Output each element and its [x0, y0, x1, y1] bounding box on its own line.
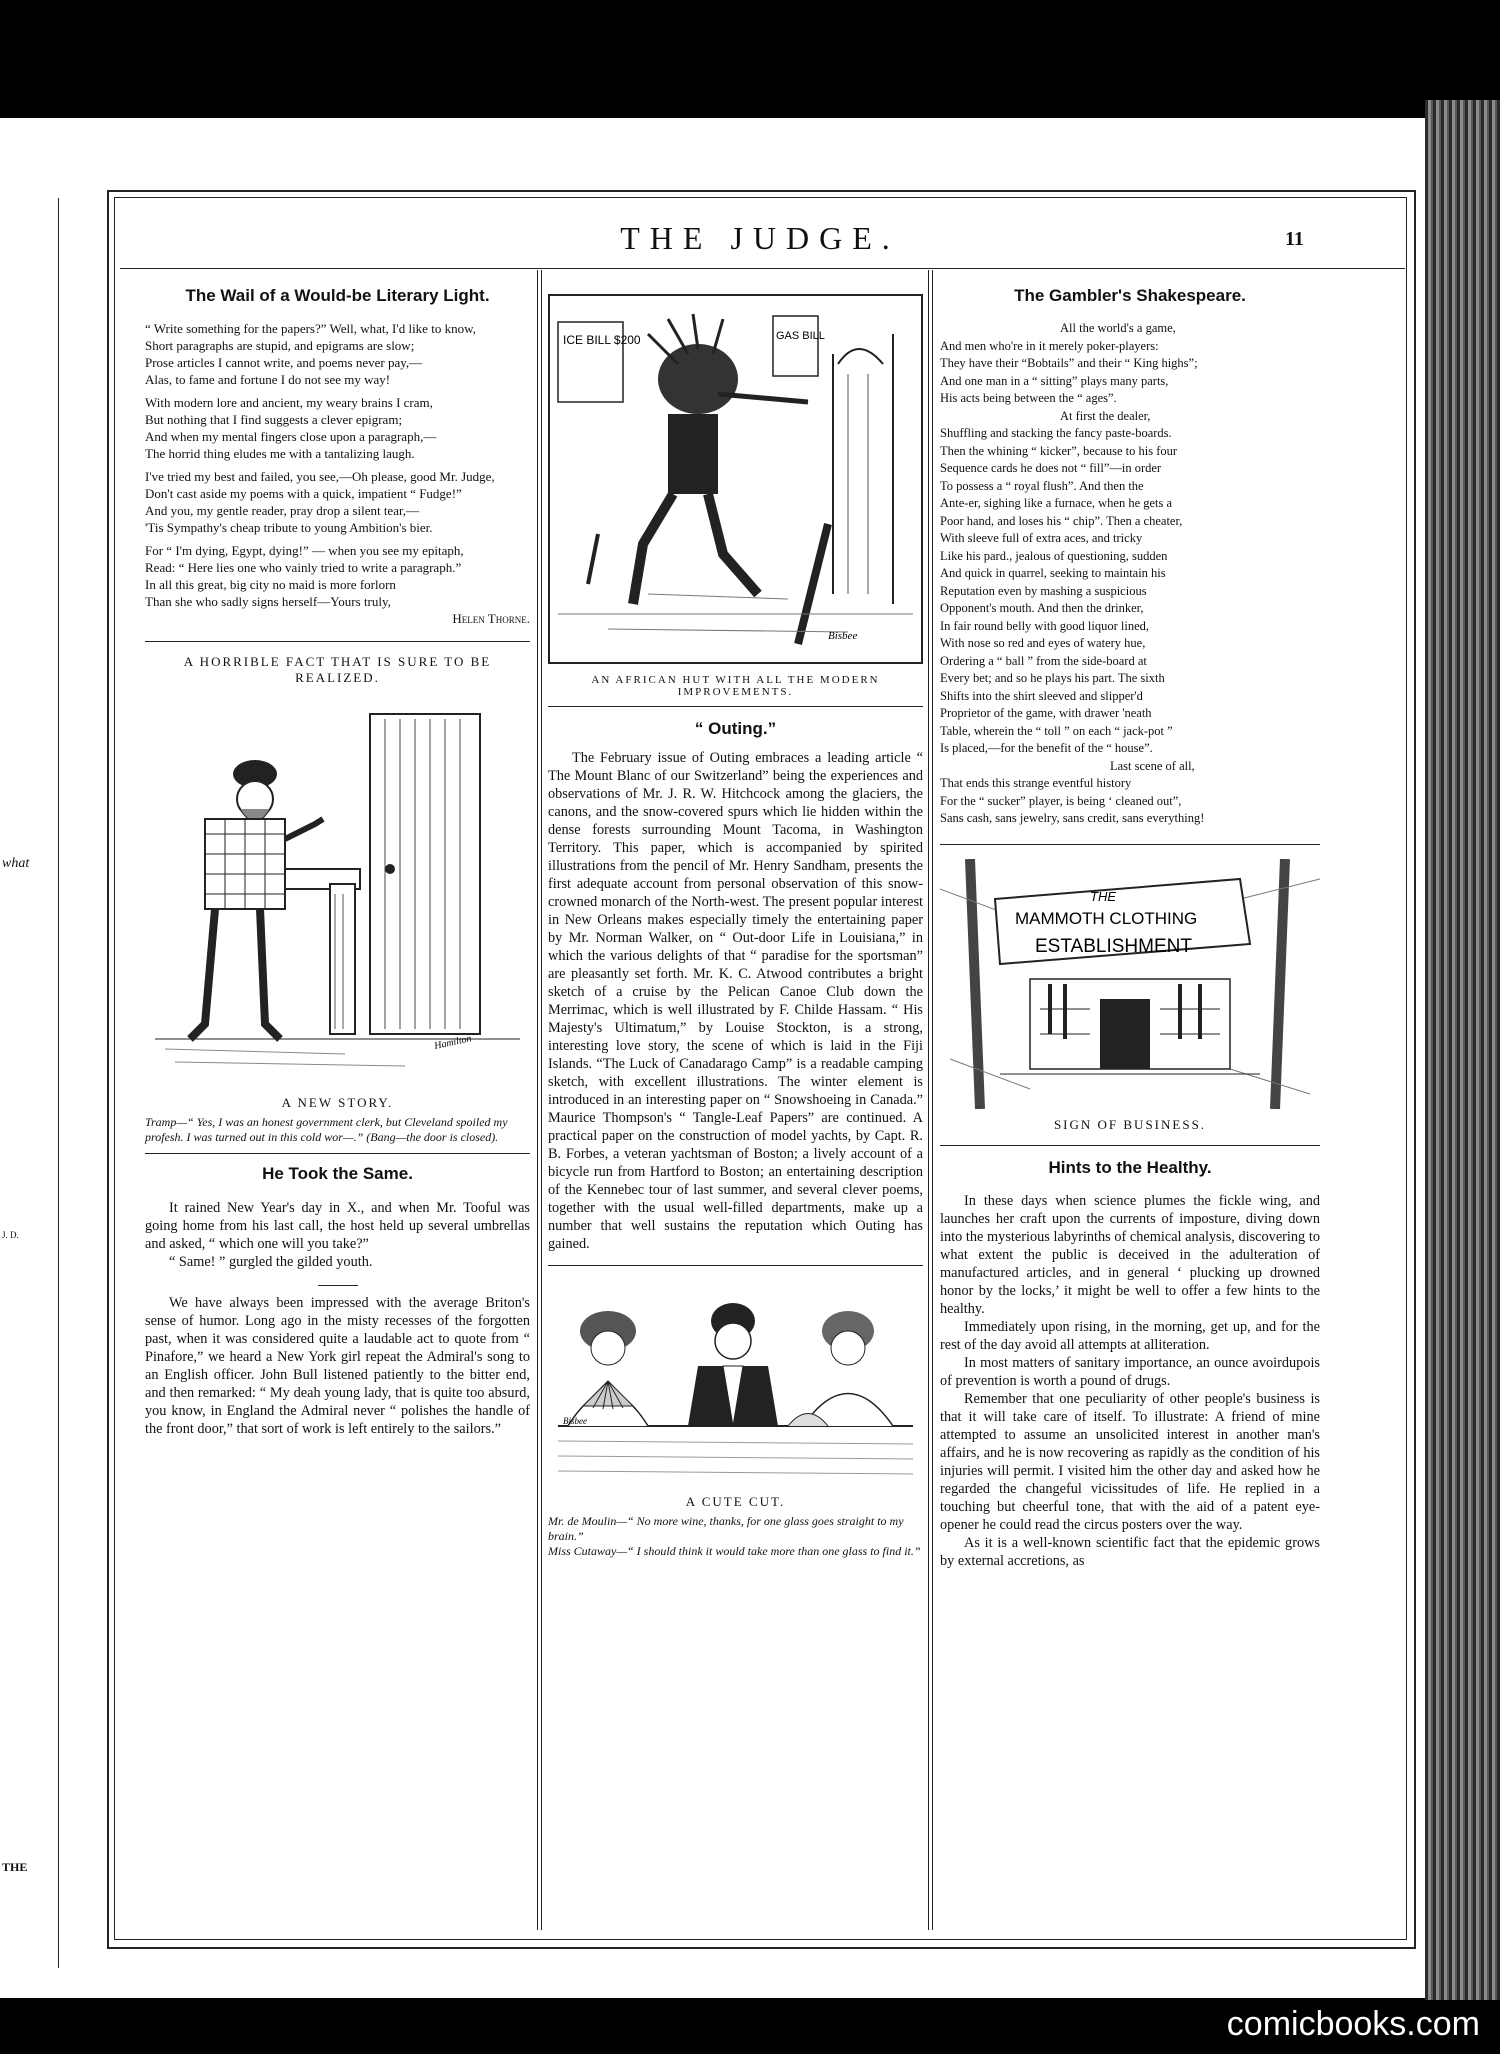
- poem-line: Proprietor of the game, with drawer 'neath: [940, 706, 1152, 721]
- poem-line: With sleeve full of extra aces, and tricky: [940, 531, 1143, 546]
- left-page-fragment: what: [2, 856, 30, 871]
- poem-line: Short paragraphs are stupid, and epigrams are slow;: [145, 338, 415, 354]
- page-number: 11: [1285, 228, 1304, 250]
- hints-paragraph: In these days when science plumes the fickle wing, and launches her craft upon the currents of imposture, diving down into the mysterious labyrinths of chemical analysis, discovering to what extent the public is deceived in the adulteration of manufactured articles, and in general ‘ plucking up drowned honor by the locks,’ it might be well to offer a few hints to the healthy.: [940, 1193, 1320, 1318]
- poem-line: They have their “Bobtails” and their “ King highs”;: [940, 356, 1198, 371]
- column-rule: [928, 270, 933, 1930]
- column-rule: [537, 270, 542, 1930]
- took-same-text-2: “ Same! ” gurgled the gilded youth.: [169, 1253, 373, 1270]
- left-page-strip: [0, 118, 98, 1998]
- sign-line-3: ESTABLISHMENT: [1035, 935, 1192, 957]
- poem-line: That ends this strange eventful history: [940, 776, 1132, 791]
- poem-line: Sans cash, sans jewelry, sans credit, sans everything!: [940, 811, 1205, 826]
- poem-line: I've tried my best and failed, you see,—Oh please, good Mr. Judge,: [145, 469, 495, 485]
- gambler-title: The Gambler's Shakespeare.: [1014, 286, 1246, 305]
- poem-line: All the world's a game,: [1060, 321, 1176, 336]
- outing-text: The February issue of Outing embraces a leading article “ The Mount Blanc of our Switzerland” being the experiences and observations of Mr. J. R. W. Hitchcock among the glaciers, the canons, and the snow-covered spurs which lie hidden within the dense forests surrounding Mount Tacoma, in Washington Territory. This paper, which is accompanied by spirited illustrations from the pencil of Mr. Henry Sandham, presents the first adequate account from personal observation of this snow-crowned monarch of the North-west. The present popular interest in New Orleans makes especially timely the entertaining paper by Mr. Norman Walker, on “ Out-door Life in Louisiana,” in which the various delights of that “ paradise for the sportsman” are pleasantly set forth. Mr. K. C. Atwood contributes a bright sketch of a cruise by the Pelican Canoe Club down the Merrimac, which is well illustrated by F. Childe Hassam. “ His Majesty's Ultimatum,” by Louise Stockton, is a strong, interesting love story, the scene of which is laid in the Fiji Islands. “The Luck of Canadarago Camp” is a readable camping sketch, with excellent illustrations. The winter element is introduced in an interesting paper on “ Snowshoeing in Canada.” Maurice Thompson's “ Tangle-Leaf Papers” are continued. A practical paper on the construction of model yachts, by Capt. R. B. Forbes, a veteran yachtsman of Boston; a lively account of a bicycle run from Hartford to Boston; an entertaining description of the Kennebec tour of last summer, and several clever poems, together with the usual well-filled departments, make up a number that well sustains the reputation which Outing has gained.: [548, 750, 923, 1253]
- poem-line: Reputation even by mashing a suspicious: [940, 583, 1147, 598]
- poem-line: Than she who sadly signs herself—Yours truly,: [145, 594, 391, 610]
- poem-line: Is placed,—for the benefit of the “ house”.: [940, 741, 1153, 756]
- ice-bill-sign: ICE BILL $200: [563, 333, 641, 347]
- cute-cut-caption-title: A CUTE CUT.: [685, 1494, 786, 1510]
- sign-business-caption: SIGN OF BUSINESS.: [1053, 1116, 1207, 1132]
- poem-line: Shifts into the shirt sleeved and slipper'd: [940, 688, 1143, 703]
- cute-cut-illustration: [548, 1276, 923, 1486]
- sign-line-1: THE: [1090, 888, 1116, 904]
- outing-title: “ Outing.”: [694, 719, 777, 738]
- poem-line: At first the dealer,: [1060, 408, 1151, 423]
- poem-line: For the “ sucker” player, is being ‘ cleaned out”,: [940, 793, 1182, 808]
- took-same-title: He Took the Same.: [262, 1164, 413, 1184]
- african-hut-illustration: [548, 294, 923, 664]
- tramp-artist-signature: Hamilton: [433, 1033, 473, 1053]
- hints-paragraph: In most matters of sanitary importance, an ounce avoirdupois of prevention is worth a pound of drugs.: [940, 1355, 1320, 1390]
- sign-line-2: MAMMOTH CLOTHING: [1015, 908, 1198, 928]
- masthead-rule: [120, 268, 1405, 269]
- hints-paragraph: Remember that one peculiarity of other people's business is that it will take care of itself. To illustrate: A friend of mine attempted to assume an unsolicited interest in another man's affairs, and he is now recovering as rapidly as the condition of his injuries will permit. I visited him the other day and asked how he regarded the changeful vicissitudes of life. He replied in a touching but cheerful tone, that with the aid of a patent eye-opener he could read the circus posters over the way.: [940, 1391, 1320, 1534]
- poem-line: Prose articles I cannot write, and poems never pay,—: [145, 355, 423, 371]
- cute-cut-caption-text-2: Miss Cutaway—“ I should think it would take more than one glass to find it.”: [548, 1544, 921, 1559]
- poem-line: To possess a “ royal flush”. And then the: [940, 478, 1144, 493]
- poem-line: His acts being between the “ ages”.: [940, 391, 1117, 406]
- poem-line: Then the whining “ kicker”, because to his four: [940, 443, 1178, 458]
- poem-line: For “ I'm dying, Egypt, dying!” — when you see my epitaph,: [145, 543, 464, 559]
- poem-line: And you, my gentle reader, pray drop a silent tear,—: [145, 503, 420, 519]
- poem-line: 'Tis Sympathy's cheap tribute to young Ambition's bier.: [145, 520, 433, 536]
- poem-line: And men who're in it merely poker-players:: [940, 338, 1159, 353]
- poem-line: Like his pard., jealous of questioning, sudden: [940, 548, 1168, 563]
- poem-line: In all this great, big city no maid is more forlorn: [145, 577, 396, 593]
- poem-line: Sequence cards he does not “ fill”—in order: [940, 461, 1162, 476]
- column-2: [548, 272, 923, 1559]
- poem-line: With modern lore and ancient, my weary brains I cram,: [145, 395, 433, 411]
- hints-paragraph: As it is a well-known scientific fact that the epidemic grows by external accretions, as: [940, 1535, 1320, 1570]
- poem-line: Opponent's mouth. And then the drinker,: [940, 601, 1144, 616]
- poem-line: And one man in a “ sitting” plays many parts,: [940, 373, 1169, 388]
- column-1: [145, 272, 530, 1438]
- tramp-caption-text: Tramp—“ Yes, I was an honest government clerk, but Cleveland spoiled my profesh. I was turned out in this cold wor—.” (Bang—the door is closed).: [145, 1115, 508, 1145]
- book-spine: [1425, 100, 1500, 2000]
- wail-poem: [145, 320, 530, 627]
- gambler-poem: [940, 320, 1320, 828]
- gas-bill-sign: GAS BILL: [776, 330, 825, 342]
- african-hut-caption: AN AFRICAN HUT WITH ALL THE MODERN IMPROVEMENTS.: [591, 674, 880, 698]
- poem-line: Ante-er, sighing like a furnace, when he gets a: [940, 496, 1173, 511]
- poem-line: The horrid thing eludes me with a tantalizing laugh.: [145, 446, 415, 462]
- wail-signature: Helen Thorne.: [452, 611, 530, 627]
- took-same-text: It rained New Year's day in X., and when Mr. Tooful was going home from his last call, the host held up several umbrellas and asked, “ which one will you take?”: [145, 1199, 530, 1252]
- left-page-rule: [58, 198, 59, 1968]
- poem-line: Alas, to fame and fortune I do not see my way!: [145, 372, 391, 388]
- poem-line: But nothing that I find suggests a clever epigram;: [145, 412, 403, 428]
- hints-title: Hints to the Healthy.: [1048, 1157, 1212, 1177]
- horrible-fact-heading: A HORRIBLE FACT THAT IS SURE TO BE REALIZED.: [183, 654, 492, 686]
- poem-line: With nose so red and eyes of watery hue,: [940, 636, 1146, 651]
- british-humor-text: We have always been impressed with the average Briton's sense of humor. Long ago in the misty recesses of the forgotten past, when it was considered quite a laudable act to quote from “ Pinafore,” we heard a New York girl repeat the Admiral's song to an English officer. John Bull listened patiently to the bitter end, and then remarked: “ My deah young lady, that is quite too absurd, you know, in England the Admiral never “ polishes the handle of the front door,” that sort of work is left entirely to the sailors.”: [145, 1294, 530, 1437]
- poem-line: Ordering a “ ball ” from the side-board at: [940, 653, 1147, 668]
- clothing-sign-illustration: [940, 859, 1320, 1109]
- cute-cut-caption-text-1: Mr. de Moulin—“ No more wine, thanks, for one glass goes straight to my brain.”: [548, 1514, 904, 1544]
- poem-line: Shuffling and stacking the fancy paste-boards.: [940, 426, 1172, 441]
- poem-line: Poor hand, and loses his “ chip”. Then a cheater,: [940, 513, 1183, 528]
- poem-line: And quick in quarrel, seeking to maintain his: [940, 566, 1166, 581]
- poem-line: Read: “ Here lies one who vainly tried to write a paragraph.”: [145, 560, 462, 576]
- african-hut-artist-signature: Bisbee: [828, 630, 858, 642]
- site-watermark: comicbooks.com: [1226, 2005, 1480, 2043]
- poem-line: Last scene of all,: [1110, 758, 1195, 773]
- tramp-illustration: [145, 694, 530, 1089]
- masthead-title: THE JUDGE.: [620, 220, 900, 256]
- wail-title: The Wail of a Would-be Literary Light.: [185, 286, 490, 305]
- poem-line: And when my mental fingers close upon a paragraph,—: [145, 429, 437, 445]
- poem-line: “ Write something for the papers?” Well, what, I'd like to know,: [145, 321, 476, 337]
- poem-line: In fair round belly with good liquor lined,: [940, 618, 1149, 633]
- poem-line: Every bet; and so he plays his part. The sixth: [940, 671, 1165, 686]
- poem-line: Don't cast aside my poems with a quick, impatient “ Fudge!”: [145, 486, 462, 502]
- tramp-caption-title: A NEW STORY.: [281, 1095, 394, 1111]
- left-page-fragment: THE: [2, 1860, 28, 1874]
- cute-cut-artist-signature: Bisbee: [563, 1416, 587, 1427]
- poem-line: Table, wherein the “ toll ” on each “ jack-pot ”: [940, 723, 1173, 738]
- left-page-fragment: J. D.: [2, 1230, 19, 1240]
- column-3: [940, 272, 1320, 1570]
- hints-paragraph: Immediately upon rising, in the morning, get up, and for the rest of the day avoid all attempts at alliteration.: [940, 1319, 1320, 1354]
